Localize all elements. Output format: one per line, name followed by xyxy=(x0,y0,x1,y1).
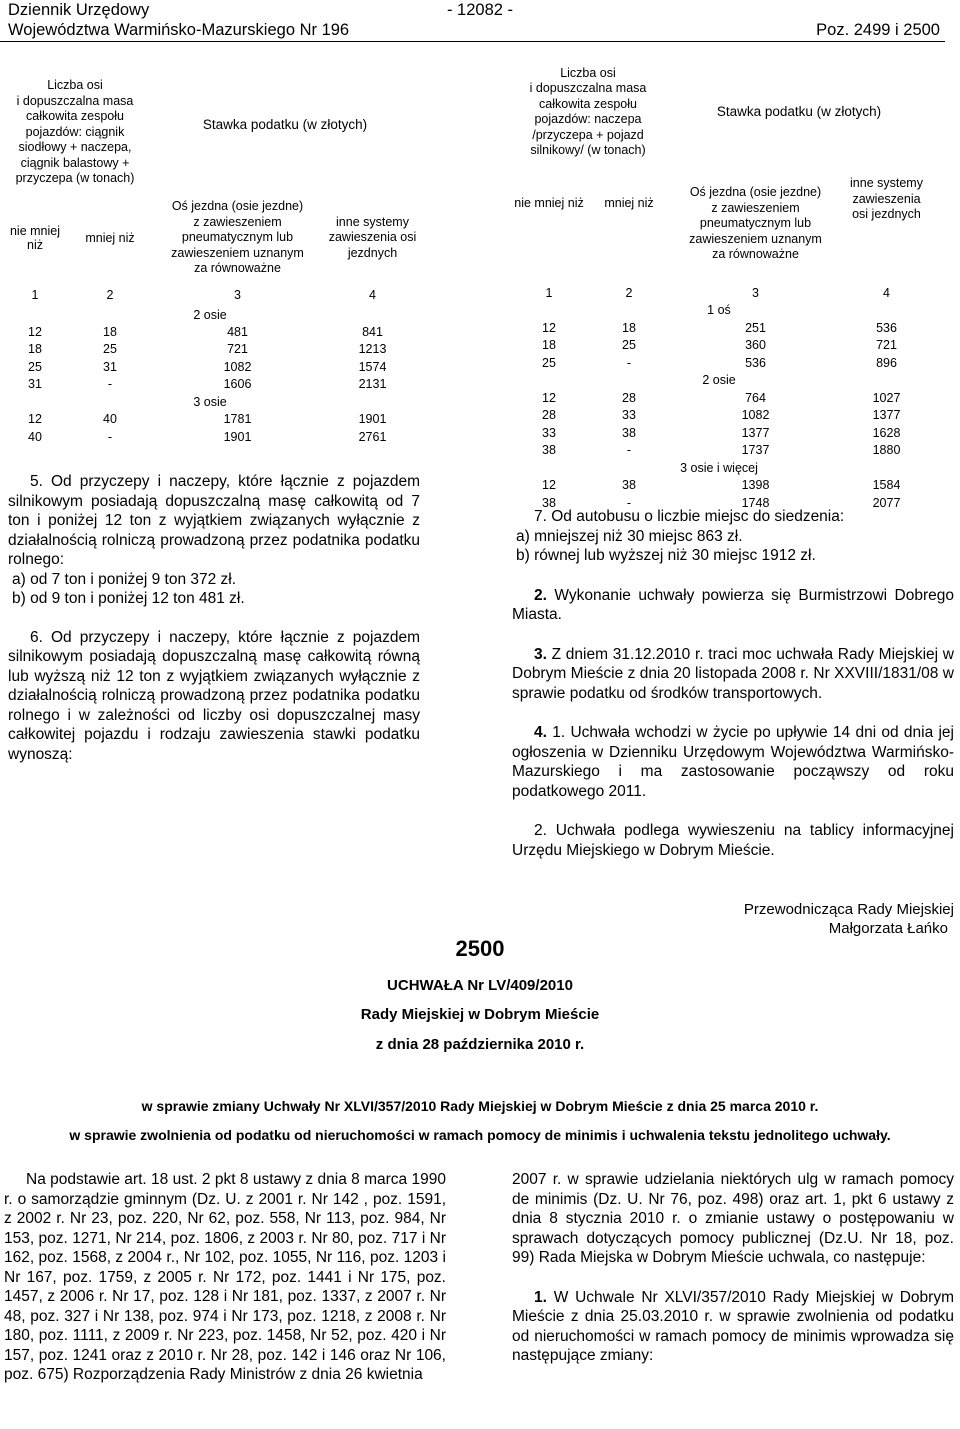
paragraph-7a: a) mniejszej niż 30 miejsc 863 zł. xyxy=(516,527,743,545)
table-cell: 1901 xyxy=(223,429,252,444)
resolution-subject-2: w sprawie zwolnienia od podatku od nieruchomości w ramach pomocy de minimis i uchwalenia tekstu jednolitego uchwały. xyxy=(69,1127,891,1143)
col-pneumatic: Oś jezdna (osie jezdne) z zawieszeniem pneumatycznym lub zawieszeniem uznanym za równoważne xyxy=(171,199,304,276)
group-label: 2 osie xyxy=(702,373,736,388)
resolution-number: 2500 xyxy=(455,936,505,961)
col-num: 2 xyxy=(106,288,114,302)
left-paragraphs xyxy=(8,472,420,764)
rate-header: Stawka podatku (w złotych) xyxy=(716,104,882,119)
table-cell: - xyxy=(107,377,113,392)
table-cell: 536 xyxy=(745,355,766,370)
table-cell: - xyxy=(626,495,632,510)
preamble-left xyxy=(4,1170,446,1385)
weight-header: Liczba osi i dopuszczalna masa całkowita zespołu pojazdów: ciągnik siodłowy + naczepa, ciągnik balastowy + przyczepa (w tonach) xyxy=(15,78,135,185)
table-cell: 1584 xyxy=(872,478,901,493)
table-cell: 31 xyxy=(103,359,117,374)
paragraph-5b: b) od 9 ton i poniżej 12 ton 481 zł. xyxy=(12,590,245,607)
table-cell: 12 xyxy=(542,390,556,405)
table-cell: - xyxy=(626,355,632,370)
table-cell: 1781 xyxy=(223,412,252,427)
rate-table-trailer xyxy=(508,60,930,512)
table-cell: 25 xyxy=(622,338,636,353)
table-cell: 31 xyxy=(28,377,42,392)
resolution-date: z dnia 28 października 2010 r. xyxy=(375,1036,585,1053)
table-cell: 2077 xyxy=(872,495,901,510)
section-text: Wykonanie uchwały powierza się Burmistrzowi Dobrego Miasta. xyxy=(512,586,954,623)
table-cell: 764 xyxy=(745,390,766,405)
right-paragraphs xyxy=(512,507,954,860)
header-divider xyxy=(0,41,945,42)
table-cell: 721 xyxy=(227,342,248,357)
table-cell: 360 xyxy=(745,338,766,353)
table-cell: 38 xyxy=(622,425,636,440)
position-ref: Poz. 2499 i 2500 xyxy=(816,21,940,39)
table-cell: 1398 xyxy=(741,478,770,493)
table-cell: 1628 xyxy=(872,425,901,440)
group-label: 1 oś xyxy=(707,303,731,318)
table-cell: 40 xyxy=(28,429,42,444)
col-max: mniej niż xyxy=(604,196,654,210)
col-num: 3 xyxy=(752,285,759,300)
table-cell: 12 xyxy=(542,320,556,335)
table-cell: 12 xyxy=(542,478,556,493)
paragraph-7b: b) równej lub wyższej niż 30 miejsc 1912 zł. xyxy=(516,547,816,564)
table-cell: 18 xyxy=(28,342,42,357)
col-num: 1 xyxy=(31,288,39,302)
col-other: inne systemy zawieszenia osi jezdnych xyxy=(850,176,923,221)
col-num: 1 xyxy=(545,285,553,300)
table-cell: 12 xyxy=(28,324,42,339)
section-4 xyxy=(512,723,954,801)
table-cell: 28 xyxy=(622,390,636,405)
table-cell: 38 xyxy=(622,478,636,493)
section-text: Uchwała wchodzi w życie po upływie 14 dni od dnia jej ogłoszenia w Dzienniku Urzędowym Województwa Warmińsko-Mazurskiego i ma zastosowanie począwszy od roku podatkowego 2011. xyxy=(512,724,954,800)
section-text: W Uchwale Nr XLVI/357/2010 Rady Miejskiej w Dobrym Mieście z dnia 25.03.2010 r. w sprawie zwolnienia od podatku od nieruchomości w ramach pomocy de minimis wprowadza się następujące zmiany: xyxy=(512,1288,955,1364)
table-cell: 1213 xyxy=(358,342,387,357)
page-number: - 12082 - xyxy=(446,1,514,19)
table-cell: 481 xyxy=(227,324,248,339)
table-cell: 536 xyxy=(876,320,897,335)
section-number: 1. xyxy=(534,1288,547,1306)
section-4-2: 2. Uchwała podlega wywieszeniu na tablicy informacyjnej Urzędu Miejskiego w Dobrym Mieście. xyxy=(512,822,954,859)
paragraph-5a: a) od 7 ton i poniżej 9 ton 372 zł. xyxy=(12,570,237,588)
table-cell: 18 xyxy=(103,324,117,339)
table-cell: 18 xyxy=(622,320,636,335)
resolution-title: UCHWAŁA Nr LV/409/2010 xyxy=(387,977,573,994)
table-cell: 25 xyxy=(103,342,117,357)
table-cell: 1880 xyxy=(872,443,901,458)
preamble-right xyxy=(512,1170,954,1366)
table-cell: - xyxy=(107,429,113,444)
table-cell: 38 xyxy=(542,443,556,458)
paragraph-6: 6. Od przyczepy i naczepy, które łącznie z pojazdem silnikowym posiadają dopuszczalną masę całkowitą równą lub wyższą niż 12 ton z wyjątkiem związanych wyłącznie z działalnością rolniczą prowadzoną przez podatnika podatku rolnego i w zależności od liczby osi dopuszczalnej masy całkowitej pojazdu i rodzaju zawieszenia stawki podatku wynoszą: xyxy=(8,628,420,763)
table-cell: 251 xyxy=(745,320,766,335)
section-number: 3. xyxy=(534,645,547,663)
group-label: 3 osie xyxy=(193,394,227,409)
table-cell: 1377 xyxy=(872,408,901,423)
table-cell: 1737 xyxy=(741,443,770,458)
table-cell: 1082 xyxy=(223,359,252,374)
table-cell: 1901 xyxy=(358,412,387,427)
table-cell: 721 xyxy=(876,338,897,353)
col-num: 4 xyxy=(883,285,890,300)
preamble-text: Na podstawie art. 18 ust. 2 pkt 8 ustawy z dnia 8 marca 1990 r. o samorządzie gminnym (Dz. U. z 2001 r. Nr 142 , poz. 1591, z 2002 r. Nr 23, poz. 220, Nr 62, poz. 558, Nr 113, poz. 984, Nr 153, poz. 1271, Nr 214, poz. 1806, z 2003 r. Nr 80, poz. 717 i Nr 162, poz. 1568, z 2004 r., Nr 102, poz. 1055, Nr 116, poz. 1203 i Nr 167, poz. 1759, z 2005 r. Nr 172, poz. 1441 i Nr 175, poz. 1457, z 2006 r. Nr 17, poz. 128 i Nr 181, poz. 1337, z 2007 r. Nr 48, poz. 327 i Nr 138, poz. 974 i Nr 173, poz. 1218, z 2008 r. Nr 180, poz. 1111, z 2009 r. Nr 223, poz. 1458, Nr 52, poz. 420 i Nr 157, poz. 1241 oraz z 2010 r. Nr 28, poz. 142 i 146 oraz Nr 106, poz. 675) Rozporządzenia Rady Ministrów z dnia 26 kwietnia xyxy=(4,1171,446,1383)
preamble-continuation: 2007 r. w sprawie udzielania niektórych ulg w ramach pomocy de minimis (Dz. U. Nr 76, poz. 498) oraz art. 1, pkt 6 ustawy z dnia 8 stycznia 2010 r. o zmianie ustawy o postępowaniu w sprawach dotyczących pomocy publicznej (Dz.U. Nr 18, poz. 99) Rada Miejska w Dobrym Mieście uchwala, co następuje: xyxy=(512,1171,954,1266)
section-number: 2. xyxy=(534,586,547,604)
group-label: 3 osie i więcej xyxy=(680,460,758,475)
table-cell: 896 xyxy=(876,355,897,370)
group-label: 2 osie xyxy=(193,307,227,322)
table-cell: 2761 xyxy=(358,429,387,444)
table-cell: 33 xyxy=(622,408,636,423)
col-other: inne systemy zawieszenia osi jezdnych xyxy=(328,214,417,260)
table-cell: 33 xyxy=(542,425,556,440)
journal-region: Województwa Warmińsko-Mazurskiego Nr 196 xyxy=(8,21,350,39)
paragraph-5: 5. Od przyczepy i naczepy, które łącznie z pojazdem silnikowym posiadają dopuszczalną masę całkowitą od 7 ton i poniżej 12 ton z wyjątkiem związanych wyłącznie z działalnością rolniczą prowadzoną przez podatnika podatku rolnego: xyxy=(8,473,420,568)
table-cell: 2131 xyxy=(358,377,387,392)
col-num: 2 xyxy=(625,285,633,300)
rate-table-tractor xyxy=(0,78,420,446)
table-cell: 1377 xyxy=(741,425,770,440)
journal-title: Dziennik Urzędowy xyxy=(8,1,150,19)
section-3 xyxy=(512,645,954,704)
table-cell: 25 xyxy=(542,355,556,370)
table-cell: 40 xyxy=(103,412,117,427)
table-cell: 1574 xyxy=(358,359,387,374)
table-cell: 38 xyxy=(542,495,556,510)
section-2 xyxy=(512,586,954,625)
table-cell: 25 xyxy=(28,359,42,374)
table-cell: 1027 xyxy=(872,390,901,405)
col-max: mniej niż xyxy=(85,231,135,245)
table-cell: 18 xyxy=(542,338,556,353)
signature-name: Małgorzata Łańko xyxy=(828,920,948,937)
col-min: nie mniej niż xyxy=(9,224,61,252)
table-cell: 841 xyxy=(362,324,383,339)
table-cell: 28 xyxy=(542,408,556,423)
signature-block xyxy=(654,900,954,938)
resolution-council: Rady Miejskiej w Dobrym Mieście xyxy=(360,1006,600,1023)
rate-header: Stawka podatku (w złotych) xyxy=(202,117,368,132)
section-text: Z dniem 31.12.2010 r. traci moc uchwała Rady Miejskiej w Dobrym Mieście z dnia 20 listopada 2008 r. Nr XXVIII/1831/08 w sprawie podatku od środków transportowych. xyxy=(512,645,954,702)
table-cell: - xyxy=(626,443,632,458)
table-cell: 1082 xyxy=(741,408,770,423)
section-subnumber: 1. xyxy=(552,724,566,741)
section-1 xyxy=(512,1288,954,1366)
signature-title: Przewodnicząca Rady Miejskiej xyxy=(743,901,954,918)
col-min: nie mniej niż xyxy=(514,196,584,210)
resolution-subject-1: w sprawie zmiany Uchwały Nr XLVI/357/2010 Rady Miejskiej w Dobrym Mieście z dnia 25 marca 2010 r. xyxy=(141,1098,819,1114)
col-pneumatic: Oś jezdna (osie jezdne) z zawieszeniem pneumatycznym lub zawieszeniem uznanym za równoważne xyxy=(689,185,822,262)
paragraph-7: 7. Od autobusu o liczbie miejsc do siedzenia: xyxy=(534,508,845,525)
table-cell: 1748 xyxy=(741,495,770,510)
table-cell: 1606 xyxy=(223,377,252,392)
table-cell: 12 xyxy=(28,412,42,427)
col-num: 3 xyxy=(234,288,241,302)
section-number: 4. xyxy=(534,724,547,741)
col-num: 4 xyxy=(369,288,376,302)
weight-header: Liczba osi i dopuszczalna masa całkowita zespołu pojazdów: naczepa /przyczepa + pojazd silnikowy/ (w tonach) xyxy=(529,65,647,157)
